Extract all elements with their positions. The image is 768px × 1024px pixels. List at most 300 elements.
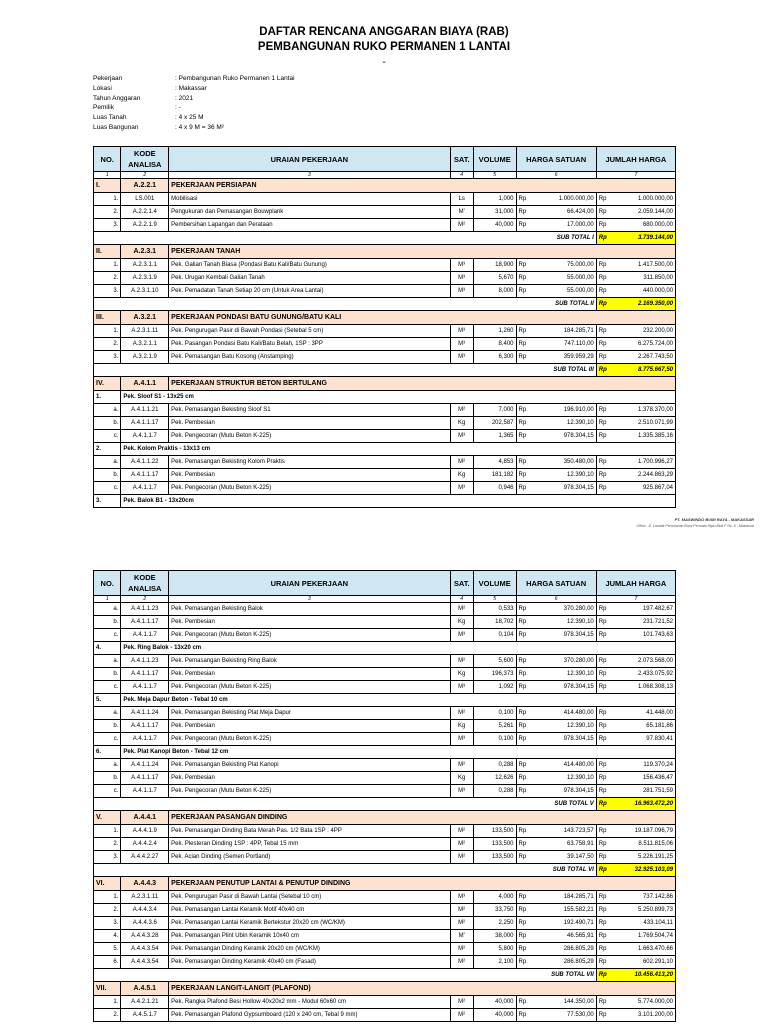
item-volume: 40,000 <box>473 219 516 232</box>
info-value: : 4 x 25 M <box>175 114 204 122</box>
item-uraian: Pek. Pembesian <box>169 616 450 629</box>
currency-label: Rp <box>518 406 527 413</box>
rab-table-page2 <box>93 570 676 1022</box>
section-no: III. <box>94 311 121 325</box>
currency-label: Rp <box>598 919 607 926</box>
info-row <box>93 74 295 84</box>
item-no: 2. <box>94 1009 121 1022</box>
jumlah-value: 1.378.370,00 <box>637 406 673 413</box>
section-row <box>94 245 676 259</box>
item-uraian: Pek. Pemasangan Bekisting Sloof S1 <box>169 404 450 417</box>
currency-label: Rp <box>598 683 607 690</box>
item-jumlah <box>596 430 675 443</box>
item-volume: 0,533 <box>473 603 516 616</box>
currency-label: Rp <box>598 484 607 491</box>
currency-label: Rp <box>518 906 527 913</box>
harga-value: 39.147,50 <box>567 853 594 860</box>
table-row <box>94 193 676 206</box>
item-jumlah <box>596 917 675 930</box>
table-row <box>94 759 676 772</box>
item-volume: 4,000 <box>473 891 516 904</box>
header-kode: KODE ANALISA <box>121 147 169 172</box>
item-jumlah <box>596 469 675 482</box>
harga-value: 55.000,00 <box>567 274 594 281</box>
footer-company: PT. MASWINDO BUMI RAYA - MAKASSAR <box>674 517 754 522</box>
item-no: c. <box>94 482 121 495</box>
item-no: b. <box>94 720 121 733</box>
table-row <box>94 404 676 417</box>
item-harga <box>516 259 596 272</box>
currency-label: Rp <box>518 484 527 491</box>
harga-value: 12.390,10 <box>567 419 594 426</box>
currency-label: Rp <box>518 195 527 202</box>
footer-address: Office : Jl. Landak Perumahan Bumi Permata Hijau Blok F No. 6 - Makassar <box>636 524 754 528</box>
item-sat: Kg <box>450 772 473 785</box>
currency-label: Rp <box>518 932 527 939</box>
item-kode: A.2.3.1.11 <box>121 325 169 338</box>
item-kode: A.4.1.1.17 <box>121 720 169 733</box>
header-no: NO. <box>94 571 121 596</box>
subsection-row <box>94 443 676 456</box>
currency-label: Rp <box>518 722 527 729</box>
currency-label: Rp <box>598 605 607 612</box>
item-sat: Kg <box>450 668 473 681</box>
currency-label: Rp <box>598 366 607 373</box>
currency-label: Rp <box>518 840 527 847</box>
item-kode: A.4.1.1.7 <box>121 785 169 798</box>
item-sat: M² <box>450 655 473 668</box>
section-no: VI. <box>94 877 121 891</box>
colnum: 2 <box>121 172 169 179</box>
subsection-label: Pek. Ring Balok - 13x20 cm <box>121 642 676 655</box>
currency-label: Rp <box>598 221 607 228</box>
item-sat: M² <box>450 917 473 930</box>
table-row <box>94 469 676 482</box>
harga-value: 978.304,15 <box>563 484 594 491</box>
colnum: 5 <box>473 596 516 603</box>
item-volume: 1,260 <box>473 325 516 338</box>
info-row <box>93 103 295 113</box>
item-sat: M³ <box>450 285 473 298</box>
item-jumlah <box>596 259 675 272</box>
subtotal-value <box>596 969 675 982</box>
table-row <box>94 720 676 733</box>
item-uraian: Pek. Plesteran Dinding 1SP : 4PP, Tebal 15 mm <box>169 838 450 851</box>
harga-value: 12.390,10 <box>567 618 594 625</box>
item-sat: M² <box>450 707 473 720</box>
currency-label: Rp <box>598 840 607 847</box>
jumlah-value: 156.436,47 <box>642 774 673 781</box>
harga-value: 978.304,15 <box>563 683 594 690</box>
section-kode: A.2.2.1 <box>121 179 169 193</box>
subsection-no: 1. <box>94 391 121 404</box>
currency-label: Rp <box>598 406 607 413</box>
currency-label: Rp <box>598 866 607 873</box>
info-key: Tahun Anggaran <box>93 94 141 102</box>
item-jumlah <box>596 338 675 351</box>
info-key: Pekerjaan <box>93 75 123 82</box>
table-row <box>94 956 676 969</box>
item-kode: A.4.1.1.23 <box>121 655 169 668</box>
header-jumlah: JUMLAH HARGA <box>596 571 675 596</box>
currency-label: Rp <box>598 827 607 834</box>
subtotal-amount: 32.925.103,09 <box>634 866 673 873</box>
subtotal-amount: 3.739.144,00 <box>637 234 673 241</box>
item-jumlah <box>596 681 675 694</box>
header-volume: VOLUME <box>473 147 516 172</box>
harga-value: 286.805,29 <box>563 958 594 965</box>
colnum: 1 <box>94 596 121 603</box>
item-sat: M² <box>450 996 473 1009</box>
item-no: a. <box>94 759 121 772</box>
jumlah-value: 1.000.000,00 <box>637 195 673 202</box>
jumlah-value: 6.275.724,00 <box>637 340 673 347</box>
item-no: 1. <box>94 891 121 904</box>
item-jumlah <box>596 891 675 904</box>
jumlah-value: 281.751,59 <box>642 787 673 794</box>
item-sat: M² <box>450 603 473 616</box>
item-jumlah <box>596 193 675 206</box>
item-no: a. <box>94 707 121 720</box>
item-harga <box>516 206 596 219</box>
currency-label: Rp <box>518 670 527 677</box>
currency-label: Rp <box>518 893 527 900</box>
item-sat: M² <box>450 838 473 851</box>
section-row <box>94 377 676 391</box>
item-volume: 2,100 <box>473 956 516 969</box>
item-kode: A.4.1.1.17 <box>121 469 169 482</box>
item-jumlah <box>596 668 675 681</box>
item-harga <box>516 469 596 482</box>
subtotal-value <box>596 798 675 811</box>
currency-label: Rp <box>518 853 527 860</box>
item-no: c. <box>94 733 121 746</box>
info-row <box>93 113 295 123</box>
currency-label: Rp <box>518 998 527 1005</box>
item-harga <box>516 759 596 772</box>
table-row <box>94 456 676 469</box>
item-harga <box>516 285 596 298</box>
item-kode: A.4.4.2.4 <box>121 838 169 851</box>
section-no: V. <box>94 811 121 825</box>
harga-value: 55.000,00 <box>567 287 594 294</box>
harga-value: 414.480,00 <box>563 761 594 768</box>
currency-label: Rp <box>598 208 607 215</box>
item-sat: M³ <box>450 733 473 746</box>
item-kode: A.4.1.1.17 <box>121 616 169 629</box>
item-uraian: Pek. Pengurugan Pasir di Bawah Lantai (Setebal 10 cm) <box>169 891 450 904</box>
header-volume: VOLUME <box>473 571 516 596</box>
item-no: a. <box>94 456 121 469</box>
colnum: 4 <box>450 172 473 179</box>
item-volume: 1,000 <box>473 193 516 206</box>
item-kode: A.4.1.1.17 <box>121 417 169 430</box>
item-no: 3. <box>94 917 121 930</box>
item-volume: 18,702 <box>473 616 516 629</box>
table-row <box>94 681 676 694</box>
item-jumlah <box>596 838 675 851</box>
info-key: Pemilik <box>93 104 114 112</box>
section-row <box>94 311 676 325</box>
colnum: 2 <box>121 596 169 603</box>
currency-label: Rp <box>518 709 527 716</box>
currency-label: Rp <box>598 800 607 807</box>
header-harga: HARGA SATUAN <box>516 147 596 172</box>
currency-label: Rp <box>518 787 527 794</box>
item-kode: A.3.2.1.9 <box>121 351 169 364</box>
item-sat: M³ <box>450 482 473 495</box>
item-volume: 181,182 <box>473 469 516 482</box>
table-row <box>94 851 676 864</box>
item-no: 3. <box>94 219 121 232</box>
item-sat: M² <box>450 825 473 838</box>
harga-value: 66.424,00 <box>567 208 594 215</box>
currency-label: Rp <box>518 605 527 612</box>
item-kode: A.4.1.1.23 <box>121 603 169 616</box>
doc-title-line2: PEMBANGUNAN RUKO PERMANEN 1 LANTAI <box>257 41 511 53</box>
rab-page-2 <box>0 560 768 1024</box>
subtotal-row <box>94 969 676 982</box>
item-harga <box>516 720 596 733</box>
table-row <box>94 219 676 232</box>
harga-value: 978.304,15 <box>563 432 594 439</box>
item-harga <box>516 456 596 469</box>
currency-label: Rp <box>598 458 607 465</box>
currency-label: Rp <box>598 709 607 716</box>
item-harga <box>516 707 596 720</box>
item-harga <box>516 785 596 798</box>
currency-label: Rp <box>598 945 607 952</box>
item-kode: A.4.4.3.54 <box>121 956 169 969</box>
item-uraian: Pek. Pemasangan Plint Ubin Keramik 10x40 cm <box>169 930 450 943</box>
item-uraian: Pek. Galian Tanah Biasa (Pondasi Batu Kali/Batu Gunung) <box>169 259 450 272</box>
item-no: b. <box>94 668 121 681</box>
harga-value: 12.390,10 <box>567 774 594 781</box>
item-uraian: Pek. Acian Dinding (Semen Portland) <box>169 851 450 864</box>
item-sat: Ls <box>450 193 473 206</box>
jumlah-value: 737.142,86 <box>642 893 673 900</box>
page-gap <box>0 530 768 560</box>
project-info <box>93 74 295 133</box>
table-row <box>94 259 676 272</box>
currency-label: Rp <box>598 958 607 965</box>
item-sat: M³ <box>450 891 473 904</box>
info-key: Luas Tanah <box>93 114 127 122</box>
item-no: c. <box>94 629 121 642</box>
table-row <box>94 891 676 904</box>
item-kode: A.4.4.1.9 <box>121 825 169 838</box>
subsection-label: Pek. Balok B1 - 13x20cm <box>121 495 676 508</box>
harga-value: 77.530,00 <box>567 1011 594 1018</box>
item-volume: 196,373 <box>473 668 516 681</box>
column-number-row <box>94 172 676 179</box>
subsection-row <box>94 746 676 759</box>
jumlah-value: 1.335.385,16 <box>637 432 673 439</box>
jumlah-value: 232.200,00 <box>642 327 673 334</box>
subtotal-label: SUB TOTAL VI <box>94 864 597 877</box>
table-row <box>94 417 676 430</box>
table-row <box>94 351 676 364</box>
table-body <box>94 179 676 508</box>
harga-value: 978.304,15 <box>563 735 594 742</box>
item-no: 1. <box>94 996 121 1009</box>
currency-label: Rp <box>518 471 527 478</box>
item-no: c. <box>94 430 121 443</box>
item-harga <box>516 851 596 864</box>
currency-label: Rp <box>518 327 527 334</box>
item-harga <box>516 1009 596 1022</box>
item-no: 4. <box>94 930 121 943</box>
section-row <box>94 982 676 996</box>
jumlah-value: 2.510.071,99 <box>637 419 673 426</box>
table-header-row <box>94 147 676 172</box>
jumlah-value: 680.000,00 <box>642 221 673 228</box>
item-no: 3. <box>94 851 121 864</box>
section-title: PEKERJAAN PONDASI BATU GUNUNG/BATU KALI <box>169 311 676 325</box>
item-uraian: Pek. Pemasangan Bekisting Plat Meja Dapur <box>169 707 450 720</box>
subtotal-row <box>94 298 676 311</box>
section-kode: A.2.3.1 <box>121 245 169 259</box>
currency-label: Rp <box>518 1011 527 1018</box>
item-uraian: Pek. Pembesian <box>169 469 450 482</box>
item-volume: 6,300 <box>473 351 516 364</box>
subsection-no: 5. <box>94 694 121 707</box>
item-uraian: Pek. Pengecoran (Mutu Beton K-225) <box>169 430 450 443</box>
header-no: NO. <box>94 147 121 172</box>
jumlah-value: 3.101.200,00 <box>637 1011 673 1018</box>
jumlah-value: 119.370,24 <box>643 761 673 768</box>
currency-label: Rp <box>598 471 607 478</box>
harga-value: 359.959,29 <box>563 353 594 360</box>
item-harga <box>516 943 596 956</box>
harga-value: 75.000,00 <box>567 261 594 268</box>
item-no: 3. <box>94 285 121 298</box>
subtotal-label: SUB TOTAL VII <box>94 969 597 982</box>
item-jumlah <box>596 272 675 285</box>
item-sat: M² <box>450 759 473 772</box>
item-kode: A.2.2.1.4 <box>121 206 169 219</box>
item-harga <box>516 351 596 364</box>
item-volume: 133,500 <box>473 825 516 838</box>
item-no: 2. <box>94 272 121 285</box>
item-uraian: Pek. Pasangan Pondasi Batu Kali/Batu Belah, 1SP : 3PP <box>169 338 450 351</box>
jumlah-value: 5.774.000,00 <box>637 998 673 1005</box>
jumlah-value: 1.417.500,00 <box>637 261 673 268</box>
rab-table-page1 <box>93 146 676 508</box>
currency-label: Rp <box>598 735 607 742</box>
table-row <box>94 325 676 338</box>
item-jumlah <box>596 996 675 1009</box>
item-uraian: Pek. Pengecoran (Mutu Beton K-225) <box>169 482 450 495</box>
item-jumlah <box>596 325 675 338</box>
colnum: 3 <box>169 596 450 603</box>
jumlah-value: 101.743,63 <box>642 631 673 638</box>
item-harga <box>516 930 596 943</box>
item-sat: M' <box>450 930 473 943</box>
section-kode: A.4.4.3 <box>121 877 169 891</box>
subsection-label: Pek. Kolom Praktis - 13x13 cm <box>121 443 676 456</box>
section-row <box>94 877 676 891</box>
item-kode: A.4.4.3.54 <box>121 943 169 956</box>
item-sat: M³ <box>450 629 473 642</box>
item-no: 2. <box>94 206 121 219</box>
currency-label: Rp <box>598 340 607 347</box>
item-harga <box>516 838 596 851</box>
jumlah-value: 2.244.863,29 <box>637 471 673 478</box>
harga-value: 747.110,00 <box>564 340 594 347</box>
item-sat: M³ <box>450 681 473 694</box>
item-no: 2. <box>94 904 121 917</box>
item-sat: M² <box>450 943 473 956</box>
item-volume: 33,750 <box>473 904 516 917</box>
table-row <box>94 655 676 668</box>
item-volume: 31,000 <box>473 206 516 219</box>
subtotal-row <box>94 864 676 877</box>
currency-label: Rp <box>518 657 527 664</box>
item-jumlah <box>596 456 675 469</box>
item-uraian: Mobilisasi <box>169 193 450 206</box>
harga-value: 370.280,00 <box>563 605 594 612</box>
currency-label: Rp <box>598 327 607 334</box>
item-harga <box>516 219 596 232</box>
currency-label: Rp <box>518 261 527 268</box>
item-kode: A.4.4.2.27 <box>121 851 169 864</box>
item-no: c. <box>94 681 121 694</box>
currency-label: Rp <box>598 618 607 625</box>
subsection-row <box>94 495 676 508</box>
item-no: 1. <box>94 325 121 338</box>
item-kode: LS.001 <box>121 193 169 206</box>
harga-value: 155.582,21 <box>563 906 594 913</box>
item-volume: 0,946 <box>473 482 516 495</box>
item-harga <box>516 668 596 681</box>
item-sat: M³ <box>450 272 473 285</box>
item-sat: M³ <box>450 351 473 364</box>
section-no: II. <box>94 245 121 259</box>
item-kode: A.4.1.1.17 <box>121 668 169 681</box>
item-kode: A.4.2.1.21 <box>121 996 169 1009</box>
table-row <box>94 996 676 1009</box>
info-row <box>93 123 295 133</box>
item-sat: M² <box>450 851 473 864</box>
subsection-no: 4. <box>94 642 121 655</box>
item-volume: 0,100 <box>473 733 516 746</box>
item-uraian: Pek. Pembesian <box>169 417 450 430</box>
table-row <box>94 272 676 285</box>
item-uraian: Pek. Pemasangan Bekisting Ring Balok <box>169 655 450 668</box>
item-kode: A.4.5.1.7 <box>121 1009 169 1022</box>
item-kode: A.2.2.1.9 <box>121 219 169 232</box>
harga-value: 184.285,71 <box>563 893 594 900</box>
item-uraian: Pengukuran dan Pemasangan Bouwplank <box>169 206 450 219</box>
info-row <box>93 84 295 94</box>
item-jumlah <box>596 285 675 298</box>
title-dash: - <box>382 57 386 68</box>
item-jumlah <box>596 206 675 219</box>
currency-label: Rp <box>598 432 607 439</box>
item-no: 2. <box>94 838 121 851</box>
currency-label: Rp <box>518 221 527 228</box>
item-jumlah <box>596 720 675 733</box>
item-sat: M³ <box>450 325 473 338</box>
harga-value: 192.490,71 <box>563 919 594 926</box>
item-sat: M³ <box>450 259 473 272</box>
item-volume: 40,000 <box>473 996 516 1009</box>
currency-label: Rp <box>598 971 607 978</box>
item-volume: 5,600 <box>473 655 516 668</box>
currency-label: Rp <box>598 932 607 939</box>
subsection-label: Pek. Sloof S1 - 13x25 cm <box>121 391 676 404</box>
